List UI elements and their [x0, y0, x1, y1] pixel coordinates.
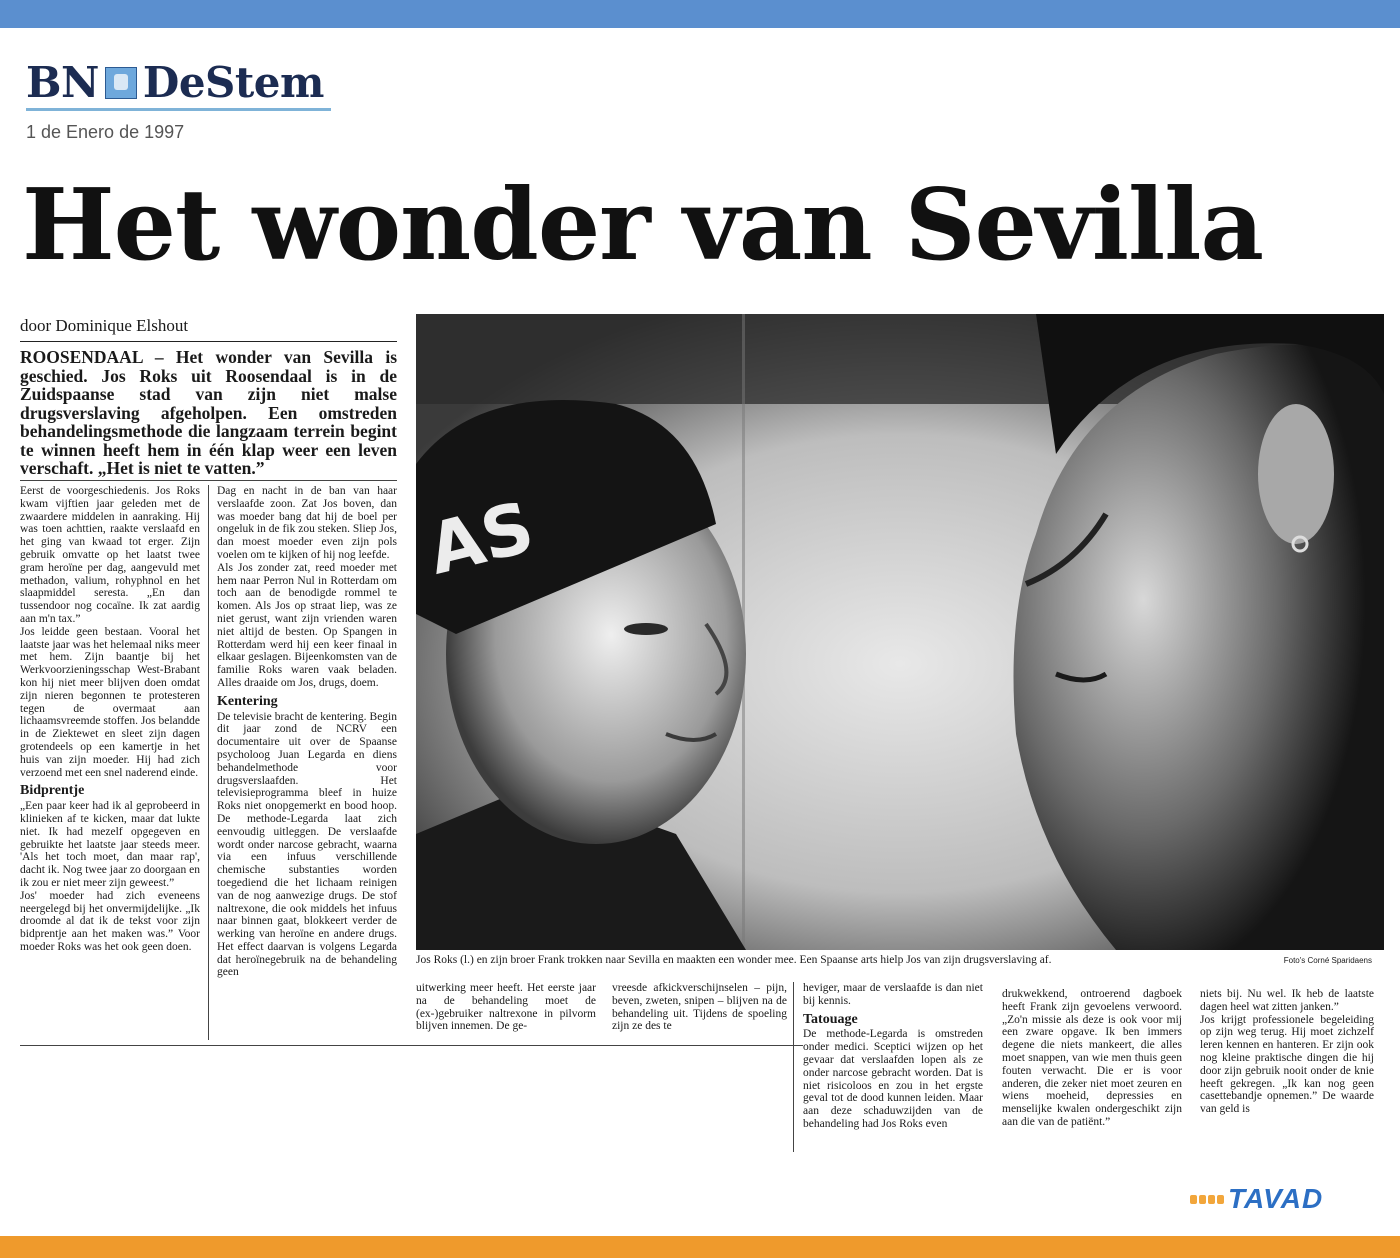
photo-credit: Foto's Corné Sparidaens: [1283, 956, 1372, 965]
article-column-7: [1200, 988, 1374, 1152]
paragraph: Jos leidde geen bestaan. Vooral het laatste jaar was het helemaal niks meer met hem. Zijn baantje bij het Werkvoorzieningsschap West-Brabant kon hij niet meer blijven doen omdat zijn nieren begonnen te protesteren tegen de overmaat aan lichaamsvreemde stoffen. Jos belandde in de Ziektewet en sleet zijn dagen grotendeels op een kamertje in het huis van zijn moeder. Hij had zich verzoend met een snel naderend einde.: [20, 625, 200, 779]
column-divider: [793, 982, 794, 1152]
masthead-bn: BN: [26, 58, 99, 107]
column-divider: [208, 485, 209, 1040]
paragraph: heviger, maar de verslaafde is dan niet bij kennis.: [803, 982, 983, 1007]
paragraph: vreesde afkickverschijnselen – pijn, beven, zweten, snipen – blijven na de behandeling uit. Tijdens de spoeling zijn ze des te: [612, 982, 787, 1033]
subheading-tatouage: Tatouage: [803, 1011, 858, 1027]
photo-brothers-illustration: [416, 314, 1384, 950]
masthead-underline: [26, 108, 331, 111]
subheading-bidprentje: Bidprentje: [20, 783, 85, 799]
tavad-dots-icon: [1190, 1195, 1224, 1204]
article-column-1: [20, 485, 200, 1045]
paragraph: Als Jos zonder zat, reed moeder met hem naar Perron Nul in Rotterdam om toch aan de benodigde rommel te komen. Als Jos op straat liep, was ze niet gerust, want zijn vrienden waren niet altijd de besten. Op Spangen in Rotterdam werd hij een keer finaal in elkaar geslagen. Bijeenkomsten van de familie Roks waren vaak beladen. Alles draaide om Jos, drugs, doem.: [217, 561, 397, 689]
paragraph: De televisie bracht de kentering. Begin dit jaar zond de NCRV een documentaire uit over de Spaanse psycholoog Juan Legarda en diens behandelmethode voor drugsverslaafden. Het televisieprogramma bleef in huize Roks niet onopgemerkt en bood hoop. De methode-Legarda laat zich eenvoudig uitleggen. De verslaafde wordt onder narcose gebracht, waarna via een infuus verschillende chemische substanties worden toegediend die het lichaam reinigen van de nog aanwezige drugs. De stof naltrexone, die ook middels het infuus naar binnen gaat, blokkeert verder de werking van heroïne en andere drugs. Het effect daarvan is volgens Legarda dat heroïnegebruik na de behandeling geen: [217, 710, 397, 979]
article-photo: [416, 314, 1384, 950]
newspaper-masthead: [26, 58, 324, 107]
paragraph: Jos krijgt professionele begeleiding op zijn weg terug. Hij moet zichzelf leren kennen en hanteren. Er zijn ook nog kleine praktische dingen die hij door zijn gebruik nooit onder de knie heeft gekregen. „Ik kan nog geen casettebandje opnemen.” De waarde van geld is: [1200, 1013, 1374, 1116]
article-column-6: [1002, 988, 1182, 1152]
article-headline: Het wonder van Sevilla: [22, 168, 1263, 283]
caption-text: Jos Roks (l.) en zijn broer Frank trokken naar Sevilla en maakten een wonder mee. Een Spaanse arts hielp Jos van zijn drugsverslaving af.: [416, 954, 1052, 966]
bottom-color-bar: [0, 1236, 1400, 1258]
article-column-5: [803, 982, 983, 1152]
paragraph: „Een paar keer had ik al geprobeerd in klinieken af te kicken, maar dat lukte niet. Ik had mezelf opgegeven en gebruikte het laatste jaar steeds meer. 'Als het toch moet, dan maar rap', dacht ik. Nog twee jaar zo doorgaan en ik zou er niet meer zijn geweest.”: [20, 800, 200, 889]
article-column-3: [416, 982, 596, 1042]
crest-icon: [105, 67, 137, 99]
paragraph: uitwerking meer heeft. Het eerste jaar na de behandeling moet de (ex-)gebruiker naltrexone in pilvorm blijven innemen. De ge-: [416, 982, 596, 1033]
article-column-4: [612, 982, 787, 1042]
article-column-2: [217, 485, 397, 1045]
tavad-wordmark: TAVAD: [1228, 1183, 1324, 1214]
tavad-logo: [1190, 1183, 1323, 1215]
byline-rule: [20, 341, 397, 342]
top-color-bar: [0, 0, 1400, 28]
paragraph: De methode-Legarda is omstreden onder medici. Sceptici wijzen op het gevaar dat verslaafden lopen als ze onder narcose gebracht worden. Dat is niet risicoloos en zou in het ergste geval tot de dood kunnen leiden. Maar aan deze schaduwzijden van de behandeling had Jos Roks even: [803, 1028, 983, 1130]
publication-date: 1 de Enero de 1997: [26, 122, 185, 142]
bottom-rule: [20, 1045, 803, 1046]
paragraph: Dag en nacht in de ban van haar verslaafde zoon. Zat Jos boven, dan was moeder bang dat hij de boel per ongeluk in de fik zou steken. Sliep Jos, dan moest moeder even zijn pols voelen om te kijken of hij nog leefde.: [217, 485, 397, 561]
lead-rule: [20, 480, 397, 481]
paragraph: Jos' moeder had zich eveneens neergelegd bij het onvermijdelijke. „Ik droomde al dat ik de tekst voor zijn bidprentje aan het maken was.” Voor moeder Roks was het ook geen doen.: [20, 889, 200, 953]
article-byline: door Dominique Elshout: [20, 316, 189, 335]
article-lead: ROOSENDAAL – Het wonder van Sevilla is geschied. Jos Roks uit Roosendaal is in de Zuidspaanse stad van zijn niet malse drugsverslaving afgeholpen. Een omstreden behandelingsmethode die langzaam terrein begint te winnen heeft hem in één klap weer een leven verschaft. „Het is niet te vatten.”: [20, 347, 397, 478]
subheading-kentering: Kentering: [217, 693, 278, 709]
paragraph: niets bij. Nu wel. Ik heb de laatste dagen heel wat zitten janken.”: [1200, 988, 1374, 1013]
paragraph: Eerst de voorgeschiedenis. Jos Roks kwam vijftien jaar geleden met de zwaardere middelen in aanraking. Hij was toen achttien, raakte verslaafd en het ging van kwaad tot erger. Zijn gebruik omvatte op het laatst twee gram heroïne per dag, aangevuld met methadon, valium, rohyphnol en het slaapmiddel seresta. „En dan tussendoor nog cocaïne. Ik zat aardig aan m'n tax.”: [20, 485, 200, 625]
svg-text:AS: AS: [420, 485, 542, 591]
photo-caption: [416, 954, 1386, 966]
masthead-destem: DeStem: [142, 58, 324, 107]
paragraph: drukwekkend, ontroerend dagboek heeft Frank zijn gevoelens verwoord. „Zo'n missie als deze is ook voor mij een zware opgave. Ik ben immers degene die niets mankeert, die alles moet snappen, van wie men thuis geen fouten verwacht. Die er is voor anderen, die zeker niet moet zeuren en wiens moeheid, depressies en menselijke kwalen ondergeschikt zijn aan die van de patiënt.”: [1002, 988, 1182, 1128]
